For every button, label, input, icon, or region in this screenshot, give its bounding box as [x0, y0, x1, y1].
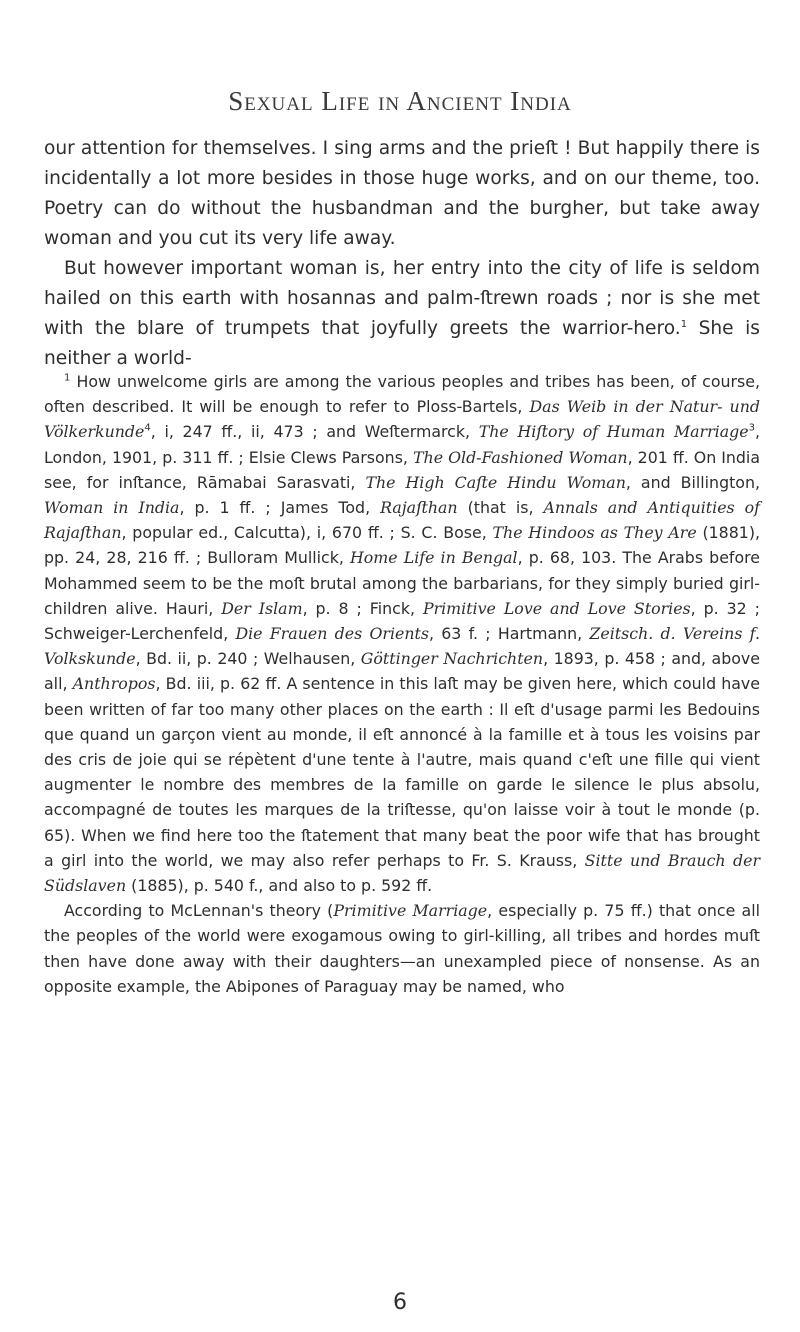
fn-text: (1881), pp. 24, 28, 216 ff. ; Bulloram Mullick, — [44, 523, 761, 568]
fn-text: How unwelcome girls are among the various peoples and tribes has been, of course, often described. It will be enough to refer to Ploss-Bartels, — [44, 372, 760, 417]
fn-title: Göttinger Nachrichten — [360, 649, 544, 669]
fn-title: Home Life in Bengal — [350, 548, 518, 568]
fn-title: The High Caﬅe Hindu Woman — [365, 472, 626, 492]
fn-title: Woman in India — [44, 498, 180, 518]
fn-text: , Bd. iii, p. 62 ff. A sentence in this laﬅ may be given here, which could have been written of far too many other places on the earth : Il eﬅ d'usage parmi les Bedouins que quand un garçon vient au monde, il eﬅ annoncé à la famille et à tous les voisins par des cris de joie qui se répètent d'une tente à l'autre, mais quand c'eﬅ une fille qui vient augmenter le nombre des membres de la famille on garde le silence le plus absolu, accompagné de toutes les marques de la triﬅesse, qu'on laisse voir à tout le monde (p. 65). When we find here too the ﬅatement that many beat the poor wife that has brought a girl into the world, we may also refer perhaps to Fr. S. Krauss, — [44, 674, 760, 870]
paragraph-2 — [44, 254, 760, 374]
fn-text: , i, 247 ff., ii, 473 ; and Weﬅermarck, — [150, 422, 479, 442]
fn-text: (that is, — [457, 498, 544, 518]
fn-text: , 63 f. ; Hartmann, — [428, 624, 590, 644]
footnote-1-continuation — [44, 898, 760, 999]
fn-text: , and Billington, — [625, 472, 760, 492]
fn-title: Annals and Antiquities of Rajaﬅhan — [44, 498, 761, 543]
running-head: Sexual Life in Ancient India — [228, 86, 572, 116]
fn-text: , p. 68, 103. The Arabs before Mohammed seem to be the moﬅ brutal among the barbarians, for they simply buried girl-children alive. Hauri, — [44, 548, 761, 618]
fn-text: , especially p. 75 ff.) that once all the peoples of the world were exogamous owing to girl-killing, all tribes and hordes muﬅ then have done away with their daughters—an unexampled piece of nonsense. As an opposite example, the Abipones of Paraguay may be named, who — [44, 901, 760, 996]
paragraph-2-text-end: She is neither a world- — [44, 318, 760, 369]
fn-title: Sitte und Brauch der Südslaven — [44, 850, 760, 896]
fn-title: Anthropos — [72, 674, 156, 694]
fn-title: Primitive Love and Love Stories — [422, 598, 691, 618]
fn-text: , London, 1901, p. 311 ff. ; Elsie Clews Parsons, — [44, 422, 760, 467]
footnote-marker: 1 — [64, 372, 71, 384]
fn-text: , p. 32 ; Schweiger-Lerchenfeld, — [44, 598, 760, 644]
fn-text: According to McLennan's theory ( — [64, 901, 334, 921]
footnote-1 — [44, 369, 760, 898]
main-text — [44, 134, 760, 374]
paragraph-1-text: our attention for themselves. I sing arms and the prieﬅ ! But happily there is incidentally a lot more besides in those huge works, and on our theme, too. Poetry can do without the husbandman and the burgher, but take away woman and you cut its very life away. — [44, 138, 760, 249]
footnotes — [44, 369, 760, 999]
page-number: 6 — [393, 1290, 407, 1315]
fn-text: , Bd. ii, p. 240 ; Welhausen, — [135, 649, 361, 669]
fn-title: Das Weib in der Natur- und Völkerkunde — [44, 397, 760, 442]
fn-title: Der Islam — [221, 598, 303, 618]
fn-text: , p. 8 ; Finck, — [302, 598, 423, 618]
fn-title: Zeitsch. d. Vereins f. Volkskunde — [44, 624, 760, 669]
fn-text: , p. 1 ff. ; James Tod, — [179, 498, 381, 518]
fn-title: Rajaﬅhan — [380, 498, 458, 518]
paragraph-1 — [44, 134, 760, 254]
fn-title: The Hindoos as They Are — [492, 523, 697, 543]
fn-title: The Old-Fashioned Woman — [412, 447, 628, 467]
footnote-reference: 1 — [680, 318, 688, 330]
fn-text: , popular ed., Calcutta), i, 670 ff. ; S. C. Bose, — [121, 523, 493, 543]
fn-text: , 201 ff. On India see, for inﬅance, Rāmabai Sarasvati, — [44, 447, 760, 492]
fn-text: (1885), p. 540 f., and also to p. 592 ff. — [126, 876, 433, 896]
fn-title: Die Frauen des Orients — [235, 624, 429, 644]
paragraph-2-text: But however important woman is, her entry into the city of life is seldom hailed on this earth with hosannas and palm-ﬅrewn roads ; nor is she met with the blare of trumpets that joyfully greets the warrior-hero. — [44, 258, 760, 339]
fn-title: The Hiﬅory of Human Marriage — [478, 422, 749, 442]
fn-edition: 4 — [144, 423, 151, 435]
fn-edition: 3 — [748, 423, 755, 435]
fn-text: , 1893, p. 458 ; and, above all, — [44, 649, 761, 694]
fn-title: Primitive Marriage — [333, 901, 488, 921]
